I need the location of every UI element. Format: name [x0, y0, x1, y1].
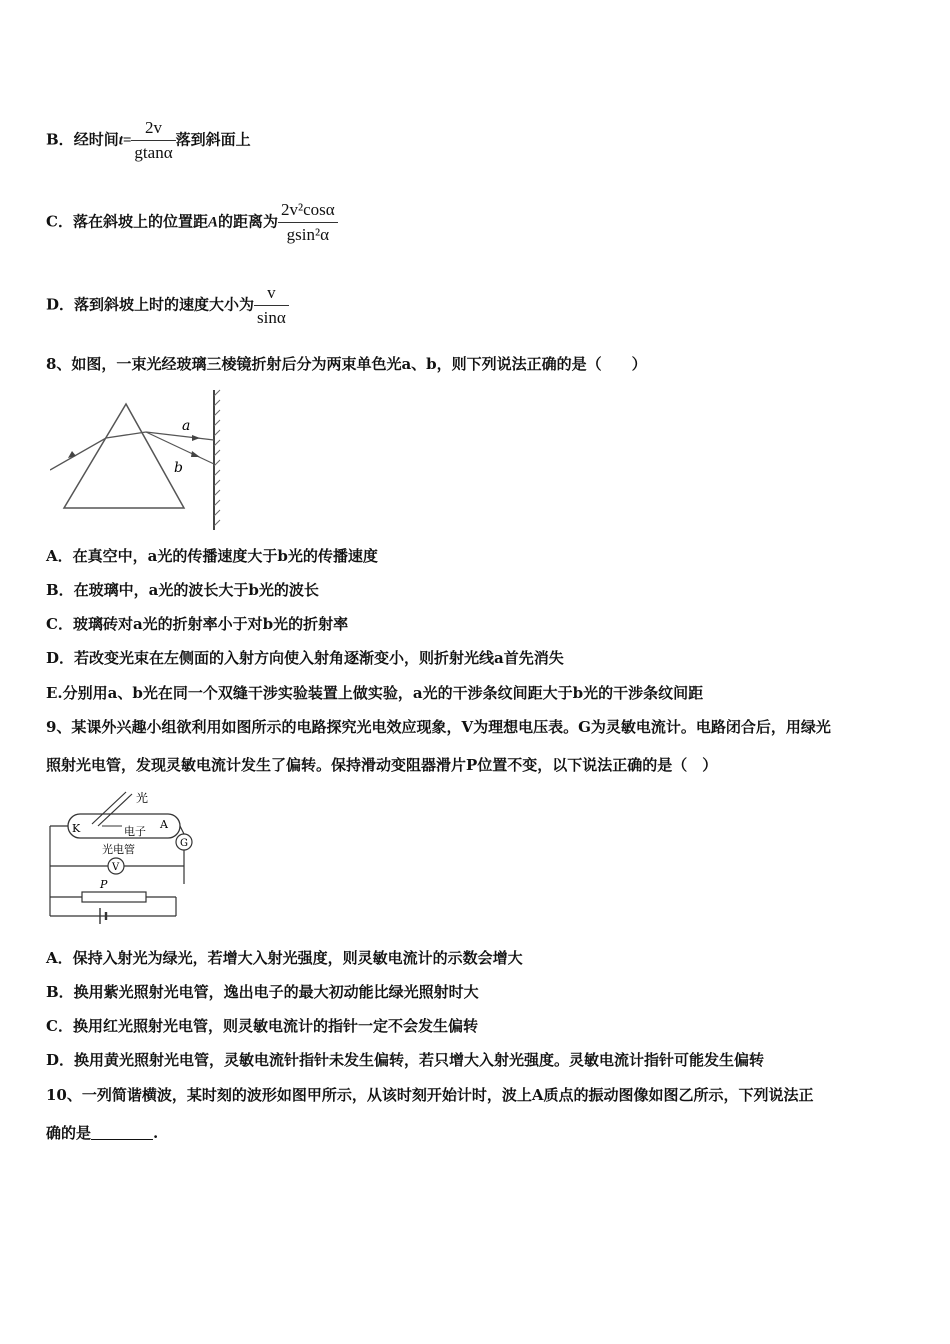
q9-option-c: C．换用红光照射光电管，则灵敏电流计的指针一定不会发生偏转: [46, 1017, 478, 1035]
q9-option-a: A．保持入射光为绿光，若增大入射光强度，则灵敏电流计的示数会增大: [46, 949, 523, 967]
variable-t: t=: [118, 132, 132, 149]
light-beam-2: [92, 792, 126, 824]
q10-stem-line1: 10、一列简谐横波，某时刻的波形如图甲所示，从该时刻开始计时，波上A质点的振动图像如图乙所示，下列说法正: [46, 1086, 814, 1104]
label-v: V: [112, 862, 120, 873]
label-light: 光: [136, 791, 149, 805]
label-b: b: [174, 460, 183, 476]
option-c-prev: [46, 200, 338, 245]
arrow-a: [192, 435, 200, 441]
q9-option-b: B．换用紫光照射光电管，逸出电子的最大初动能比绿光照射时大: [46, 983, 479, 1001]
label-a: a: [182, 418, 191, 434]
option-text: 经时间: [73, 130, 119, 149]
answer-blank[interactable]: [91, 1125, 153, 1140]
q8-option-a: A．在真空中，a光的传播速度大于b光的传播速度: [46, 547, 378, 565]
option-text: 落到斜面上: [175, 130, 251, 149]
q8-stem: 8、如图，一束光经玻璃三棱镜折射后分为两束单色光a、b，则下列说法正确的是（ ）: [46, 355, 647, 373]
label-p: P: [100, 878, 108, 891]
option-b-prev: [46, 118, 251, 163]
label-a-electrode: A: [160, 818, 168, 831]
wire-g: [180, 826, 184, 834]
option-text: 落在斜坡上的位置距: [72, 212, 208, 231]
option-label: B．: [46, 130, 74, 149]
q10-stem-line2: [46, 1123, 158, 1143]
q9-stem-line2: 照射光电管，发现灵敏电流计发生了偏转。保持滑动变阻器滑片P位置不变，以下说法正确的是（ ）: [46, 756, 718, 774]
q8-option-e: E.分别用a、b光在同一个双缝干涉实验装置上做实验，a光的干涉条纹间距大于b光的干涉条纹间距: [46, 684, 704, 702]
q10-stem-suffix: .: [153, 1124, 159, 1142]
q10-stem-prefix: 确的是: [46, 1124, 92, 1142]
q9-stem-line1: 9、某课外兴趣小组欲利用如图所示的电路探究光电效应现象，V为理想电压表。G为灵敏电流计。电路闭合后，用绿光: [46, 718, 831, 736]
q8-option-b: B．在玻璃中，a光的波长大于b光的波长: [46, 581, 319, 599]
option-text: 的距离为: [217, 212, 278, 231]
fraction: [254, 283, 289, 328]
option-d-prev: [46, 283, 289, 328]
label-tube: 光电管: [102, 843, 135, 856]
variable-a: A: [207, 214, 218, 231]
q8-option-c: C．玻璃砖对a光的折射率小于对b光的折射率: [46, 615, 349, 633]
option-label: D．: [46, 295, 75, 314]
rheostat: [82, 892, 146, 902]
prism-triangle: [64, 404, 184, 508]
incident-arrow: [68, 451, 76, 458]
fraction-numerator: 2v: [131, 118, 175, 141]
fraction: [278, 200, 338, 245]
q8-option-d: D．若改变光束在左侧面的入射方向使入射角逐渐变小，则折射光线a首先消失: [46, 649, 564, 667]
fraction-denominator: gsin²α: [286, 225, 329, 244]
option-text: 落到斜坡上时的速度大小为: [74, 295, 255, 314]
ray-a: [146, 432, 214, 440]
q9-option-d: D．换用黄光照射光电管，灵敏电流针指针未发生偏转，若只增大入射光强度。灵敏电流计指针可能发生偏转: [46, 1051, 765, 1069]
fraction-denominator: sinα: [257, 308, 286, 327]
arrow-b: [191, 451, 200, 457]
photoelectric-circuit-figure: [46, 788, 206, 924]
option-label: C．: [46, 212, 73, 231]
light-beam: [98, 794, 132, 826]
prism-figure: [50, 388, 230, 536]
label-g: G: [180, 838, 188, 849]
label-electron: 电子: [124, 825, 146, 838]
fraction: [131, 118, 175, 163]
fraction-denominator: gtanα: [134, 143, 173, 162]
fraction-numerator: v: [254, 283, 289, 306]
label-k: K: [72, 822, 81, 835]
fraction-numerator: 2v²cosα: [278, 200, 338, 223]
